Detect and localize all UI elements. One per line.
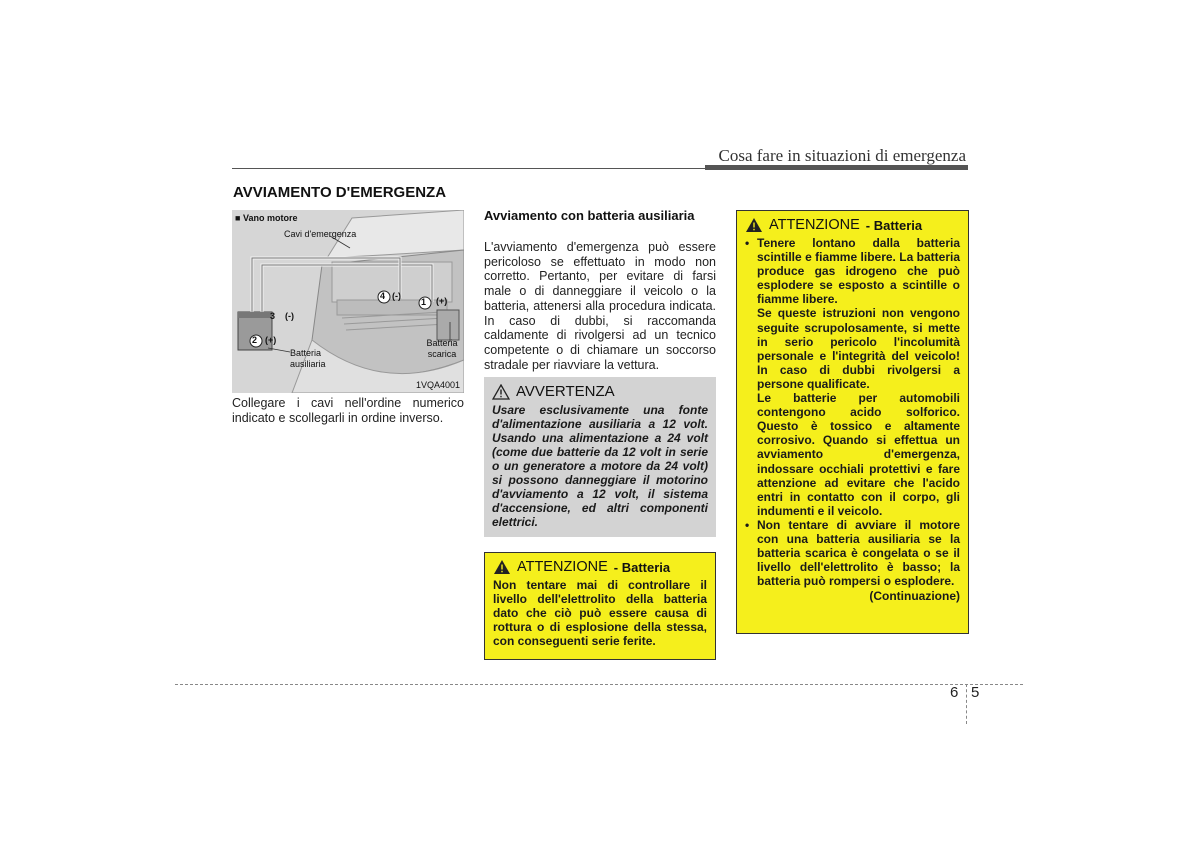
footer-divider bbox=[966, 684, 967, 724]
caution-title: ATTENZIONE bbox=[769, 217, 860, 233]
caution-body bbox=[745, 236, 960, 603]
warning-title: AVVERTENZA bbox=[516, 383, 615, 400]
caution-subtag: - Batteria bbox=[613, 559, 671, 575]
sign-minus-3: (-) bbox=[285, 311, 294, 321]
chapter-number: 6 bbox=[950, 684, 959, 701]
page-number: 5 bbox=[971, 684, 980, 701]
bullet-dot: • bbox=[745, 236, 750, 250]
warning-triangle-icon bbox=[492, 384, 510, 400]
chapter-title: Cosa fare in situazioni di emergenza bbox=[718, 146, 966, 165]
caution-header bbox=[745, 217, 960, 233]
caution-triangle-icon bbox=[493, 559, 511, 575]
figure-heading: ■ Vano motore bbox=[235, 213, 298, 223]
bullet-dot: • bbox=[745, 517, 750, 532]
sign-minus-4: (-) bbox=[392, 291, 401, 301]
bullet-text: Non tentare di avviare il motore con una batteria ausiliaria se la batteria scarica è congelata o se il livello dell'elettrolito è basso; la batteria può rompersi o esplodere. bbox=[757, 517, 960, 589]
marker-4: 4 bbox=[380, 291, 386, 301]
marker-2: 2 bbox=[252, 335, 258, 345]
figure-code: 1VQA4001 bbox=[415, 380, 460, 390]
caution-bullet bbox=[745, 236, 960, 306]
footer-rule bbox=[175, 684, 1023, 685]
engine-bay-figure bbox=[232, 210, 464, 393]
header-rule-accent bbox=[705, 165, 968, 170]
caution-header bbox=[493, 559, 707, 575]
intro-paragraph: L'avviamento d'emergenza può essere pericoloso se effettuato in modo non corretto. Pertanto, per evitare di farsi male o di danneggiare il veicolo o la batteria, attenersi alla procedura indicata. In caso di dubbi, si raccomanda caldamente di rivolgersi ad un tecnico competente o di chiamare un soccorso stradale per riavviare la vettura. bbox=[484, 240, 716, 372]
subsection-title: Avviamento con batteria ausiliaria bbox=[484, 208, 695, 223]
marker-3: 3 bbox=[270, 311, 276, 321]
bullet-text: Tenere lontano dalla batteria scintille e fiamme libere. La batteria produce gas idrogeno che può esplodere se esposto a scintille o fiamme libere. bbox=[757, 236, 960, 307]
caution-paragraph: Se queste istruzioni non vengono seguite scrupolosamente, si mette in serio pericolo l'incolumità personale e l'integrità del veicolo! In caso di dubbi rivolgersi a persone qualificate. bbox=[757, 306, 960, 391]
caution-text: Non tentare mai di controllare il livello dell'elettrolito della batteria dato che ciò può essere causa di rottura o di esplosione della stessa, con conseguenti serie ferite. bbox=[493, 578, 707, 649]
section-title: AVVIAMENTO D'EMERGENZA bbox=[233, 184, 447, 201]
warning-text: Usare esclusivamente una fonte d'alimentazione ausiliaria a 12 volt. Usando una alimentazione a 24 volt (come due batterie da 12 volt in serie o un generatore a motore da 24 volt) si possono danneggiare il motorino d'avviamento a 12 volt, il sistema d'accensione, ed altri componenti elettrici. bbox=[492, 403, 708, 529]
caution-bullet bbox=[745, 518, 960, 588]
caution-paragraph: Le batterie per automobili contengono acido solforico. Questo è tossico e altamente corrosivo. Quando si effettua un avviamento d'emergenza, indossare occhiali protettivi e fare attenzione ad evitare che l'acido entri in contatto con il corpo, gli indumenti e il veicolo. bbox=[757, 391, 960, 518]
caution-triangle-icon bbox=[745, 217, 763, 233]
warning-box bbox=[484, 377, 716, 537]
sign-plus-1: (+) bbox=[436, 296, 448, 306]
warning-header bbox=[492, 383, 708, 400]
caution-box-electrolyte bbox=[484, 552, 716, 660]
flat-battery-label: Batteria scarica bbox=[426, 338, 458, 359]
aux-battery-label: Batteria ausiliaria bbox=[290, 348, 326, 369]
caution-box-battery bbox=[736, 210, 969, 634]
sign-plus-2: (+) bbox=[265, 335, 277, 345]
marker-1: 1 bbox=[421, 297, 427, 307]
continuation-note: (Continuazione) bbox=[869, 589, 960, 604]
figure-caption: Collegare i cavi nell'ordine numerico indicato e scollegarli in ordine inverso. bbox=[232, 396, 464, 425]
caution-subtag: - Batteria bbox=[865, 217, 923, 233]
cables-label: Cavi d'emergenza bbox=[284, 229, 357, 239]
caution-title: ATTENZIONE bbox=[517, 559, 608, 575]
